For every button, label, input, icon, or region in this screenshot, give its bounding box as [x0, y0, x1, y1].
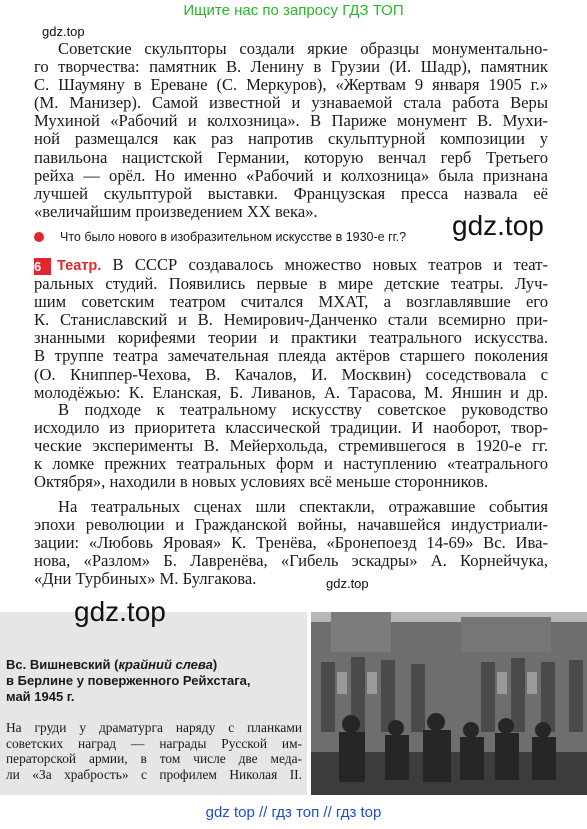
caption-title-text: ): [212, 657, 218, 672]
text-line: «величайшим произведением XX века».: [34, 201, 318, 221]
text-line: (М. Манизер). Самой известной и узнаваемой стала работа Веры: [34, 93, 548, 113]
bullet-icon: [34, 232, 44, 242]
text-line: молодёжью: К. Еланская, Б. Ливанов, А. Тарасова, М. Яншин и др.: [34, 382, 548, 402]
text-line: В труппе театра замечательная плеяда актёров старшего поколения: [34, 346, 548, 366]
top-banner: Ищите нас по запросу ГДЗ ТОП: [183, 2, 404, 19]
watermark: gdz.top: [42, 24, 85, 39]
caption-title-text: в Берлине у поверженного Рейхстага,: [6, 673, 251, 688]
paragraph-sculpture: [34, 40, 548, 221]
caption-title: [6, 657, 302, 705]
text-line: го творчества: памятник В. Ленину в Грузии (И. Шадр), памятник: [34, 57, 548, 77]
section-number-badge: 6: [34, 258, 51, 275]
text-line: к ломке прежних театральных форм и наступлению «театрального: [34, 454, 548, 474]
text-line: Мухиной «Рабочий и колхозница». В Париже монумент В. Мухи-: [34, 111, 548, 131]
text-line: ной размещался как раз напротив скульптурной композиции у: [34, 129, 548, 149]
text-line: ческие эксперименты В. Мейерхольда, стремившегося в 1920-е гг.: [34, 436, 548, 456]
text-line: эпохи революции и Гражданской войны, начавшейся индустриали-: [34, 515, 548, 535]
caption-body: [6, 720, 302, 782]
text-line: знанными корифеями теории и практики театрального искусства.: [34, 328, 548, 348]
text-line: ральных студий. Появились первые в мире детские театры. Луч-: [34, 274, 548, 294]
text-line: рейха — орёл. Но именно «Рабочий и колхозница» была признана: [34, 165, 548, 185]
caption-title-text: май 1945 г.: [6, 689, 75, 704]
text-line: нова, «Разлом» Б. Лавренёва, «Гибель эскадры» А. Корнейчука,: [34, 551, 548, 571]
paragraph-plays: [34, 498, 548, 588]
section-theatre: [34, 256, 548, 402]
text-line: лучшей скульптурой выставки. Французская пресса назвала её: [34, 183, 548, 203]
text-line: На театральных сценах шли спектакли, отражавшие события: [58, 497, 548, 516]
question-text: Что было нового в изобразительном искусстве в 1930-е гг.?: [60, 230, 407, 244]
caption-title-text: Вс. Вишневский (: [6, 657, 119, 672]
caption-line: ли «За храбрость» с профилем Николая II.: [6, 766, 302, 782]
text-line: «Дни Турбиных» М. Булгакова.: [34, 569, 257, 589]
caption-line: советских наград — награды Русской им-: [6, 735, 302, 751]
photo-illustration: [311, 612, 587, 795]
text-fragment: В СССР создавалось множество новых театров и теат-: [101, 255, 548, 274]
watermark: gdz.top: [326, 576, 369, 591]
text-line: исходило из приоритета классической традиции. И наоборот, твор-: [34, 418, 548, 438]
paragraph-approach: [34, 401, 548, 491]
historical-photo: [311, 612, 587, 795]
text-line: Советские скульпторы создали яркие образцы монументально-: [58, 39, 548, 58]
text-line: (О. Книппер-Чехова, В. Качалов, И. Москвин) соседствовала с: [34, 364, 548, 384]
text-line: павильона нацистской Германии, которую венчал герб Третьего: [34, 147, 548, 167]
watermark: gdz.top: [452, 210, 544, 241]
section-title: Театр.: [57, 258, 102, 274]
text-line: В подходе к театральному искусству советское руководство: [58, 400, 548, 419]
caption-line: ператорской армии, в том числе две меда-: [6, 751, 302, 767]
text-line: С. Шаумяну в Ереване (С. Меркуров), «Жертвам 9 января 1905 г.»: [34, 75, 548, 95]
photo-caption-panel: [0, 612, 307, 795]
caption-title-italic: крайний слева: [118, 657, 213, 672]
section-heading-line: [34, 256, 548, 275]
text-line: шим советским театром считался МХАТ, а возглавлявшие его: [34, 292, 548, 312]
watermark: gdz.top: [74, 596, 166, 627]
text-line: зации: «Любовь Яровая» К. Тренёва, «Бронепоезд 14-69» Вс. Ива-: [34, 533, 548, 553]
text-line: Октября», находили в новых условиях всё меньше сторонников.: [34, 472, 489, 492]
caption-line: На груди у драматурга наряду с планками: [6, 720, 302, 735]
review-question: [34, 230, 406, 244]
bottom-banner: gdz top // гдз топ // гдз top: [205, 804, 382, 821]
text-line: К. Станиславский и В. Немирович-Данченко стали всемирно при-: [34, 310, 548, 330]
